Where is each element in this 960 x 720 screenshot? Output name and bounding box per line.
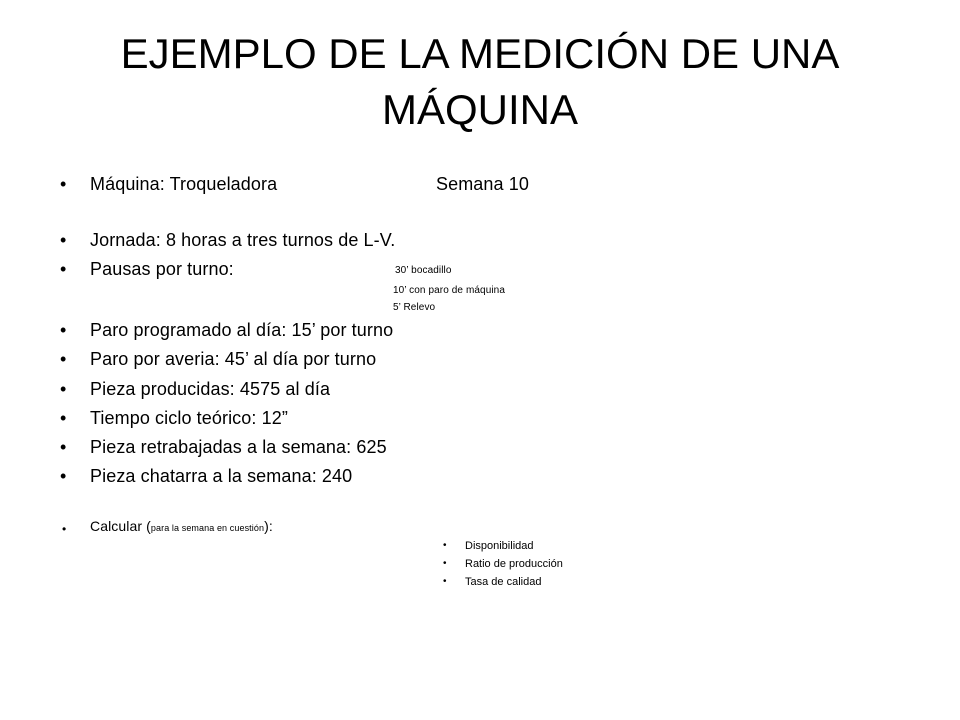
bullet-icon: • — [443, 576, 447, 587]
bullet-icon: • — [60, 379, 67, 399]
slide-title: EJEMPLO DE LA MEDICIÓN DE UNA MÁQUINA — [120, 30, 840, 133]
paro-programado-text: Paro programado al día: 15’ por turno — [90, 320, 394, 340]
bullet-icon: • — [60, 259, 67, 279]
calcular-item: Ratio de producción — [465, 558, 563, 570]
bullet-icon: • — [60, 230, 67, 250]
maquina-label: Máquina: Troqueladora — [90, 174, 278, 194]
pieza-producidas-text: Pieza producidas: 4575 al día — [90, 379, 331, 399]
calcular-item: Tasa de calidad — [465, 576, 542, 588]
pausas-label: Pausas por turno: — [90, 259, 234, 279]
bullet-icon: • — [60, 174, 67, 194]
bullet-icon: • — [60, 349, 67, 369]
pausas-detail: 10’ con paro de máquina — [393, 285, 506, 296]
bullet-icon: • — [60, 320, 67, 340]
calcular-note: para la semana en cuestión — [150, 523, 265, 533]
jornada-text: Jornada: 8 horas a tres turnos de L-V. — [90, 230, 396, 250]
bullet-icon: • — [443, 540, 447, 551]
calcular-item: Disponibilidad — [465, 540, 534, 552]
maquina-semana: Semana 10 — [436, 174, 529, 194]
pausas-detail: 30’ bocadillo — [395, 265, 452, 276]
bullet-icon: • — [62, 522, 67, 536]
bullet-icon: • — [443, 558, 447, 569]
tiempo-ciclo-text: Tiempo ciclo teórico: 12” — [90, 408, 288, 428]
calcular-end: ): — [264, 518, 273, 534]
pausas-detail: 5’ Relevo — [393, 302, 436, 313]
bullet-icon: • — [60, 466, 67, 486]
paro-averia-text: Paro por averia: 45’ al día por turno — [90, 349, 377, 369]
pieza-retrabajadas-text: Pieza retrabajadas a la semana: 625 — [90, 437, 387, 457]
pieza-chatarra-text: Pieza chatarra a la semana: 240 — [90, 466, 353, 486]
calcular-label: Calcular ( — [90, 518, 151, 534]
bullet-icon: • — [60, 437, 67, 457]
bullet-icon: • — [60, 408, 67, 428]
calcular-line — [90, 516, 273, 538]
